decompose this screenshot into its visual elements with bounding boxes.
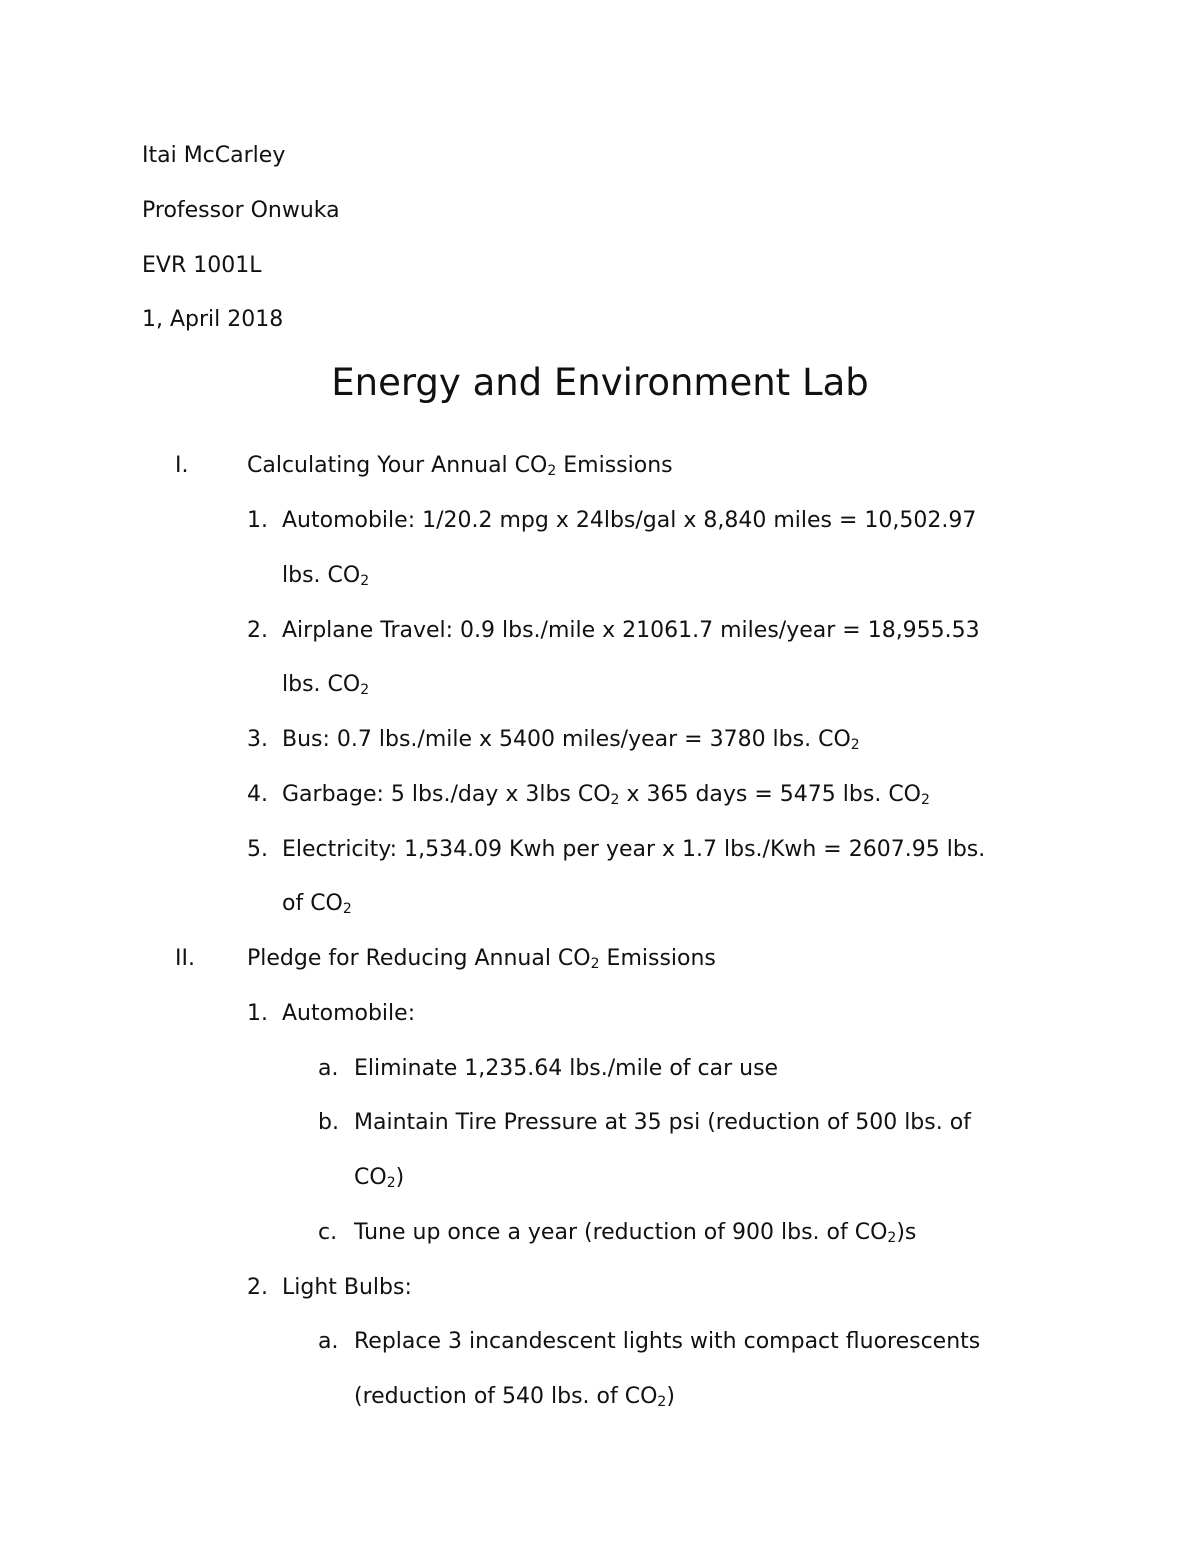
list-item-text: Airplane Travel: 0.9 lbs./mile x 21061.7 miles/year = 18,955.53 <box>282 618 980 643</box>
section-2-heading: Pledge for Reducing Annual $CO_2$ Emissions <box>247 946 716 972</box>
author-name: Itai McCarley <box>142 143 286 168</box>
sub-item-marker: a. <box>318 1056 339 1081</box>
list-item-marker: 2. <box>247 618 268 643</box>
list-item-marker: 4. <box>247 782 268 807</box>
list-item-label: Light Bulbs: <box>282 1275 412 1300</box>
section-1-heading: Calculating Your Annual $CO_2$ Emissions <box>247 453 673 479</box>
list-item-text-cont: of $CO_2$ <box>282 891 352 917</box>
list-item-marker: 5. <box>247 837 268 862</box>
section-1-marker: I. <box>175 453 189 478</box>
list-item-marker: 1. <box>247 1001 268 1026</box>
sub-item-text: Replace 3 incandescent lights with compact fluorescents <box>354 1329 981 1354</box>
section-2-marker: II. <box>175 946 195 971</box>
sub-item-marker: c. <box>318 1220 338 1245</box>
sub-item-marker: a. <box>318 1329 339 1354</box>
professor-name: Professor Onwuka <box>142 198 340 223</box>
list-item-text: Automobile: 1/20.2 mpg x 24lbs/gal x 8,840 miles = 10,502.97 <box>282 508 977 533</box>
document-date: 1, April 2018 <box>142 307 284 332</box>
sub-item-text-cont: (reduction of 540 lbs. of $CO_2$) <box>354 1384 675 1410</box>
list-item-label: Automobile: <box>282 1001 416 1026</box>
sub-item-text: Maintain Tire Pressure at 35 psi (reduction of 500 lbs. of <box>354 1110 971 1135</box>
list-item-text: Garbage: 5 lbs./day x 3lbs $CO_2$ x 365 days = 5475 lbs. $CO_2$ <box>282 782 930 808</box>
list-item-text: Bus: 0.7 lbs./mile x 5400 miles/year = 3780 lbs. $CO_2$ <box>282 727 860 753</box>
list-item-marker: 3. <box>247 727 268 752</box>
sub-item-text: Tune up once a year (reduction of 900 lbs. of $CO_2)s$ <box>354 1220 917 1246</box>
document-title: Energy and Environment Lab <box>331 361 869 404</box>
course-code: EVR 1001L <box>142 253 262 278</box>
list-item-text-cont: lbs. $CO_2$ <box>282 672 370 698</box>
list-item-text: Electricity: 1,534.09 Kwh per year x 1.7 lbs./Kwh = 2607.95 lbs. <box>282 837 986 862</box>
list-item-marker: 1. <box>247 508 268 533</box>
list-item-text-cont: lbs. $CO_2$ <box>282 563 370 589</box>
sub-item-text: Eliminate 1,235.64 lbs./mile of car use <box>354 1056 779 1081</box>
sub-item-text-cont: $CO_2$) <box>354 1165 405 1191</box>
list-item-marker: 2. <box>247 1275 268 1300</box>
sub-item-marker: b. <box>318 1110 339 1135</box>
